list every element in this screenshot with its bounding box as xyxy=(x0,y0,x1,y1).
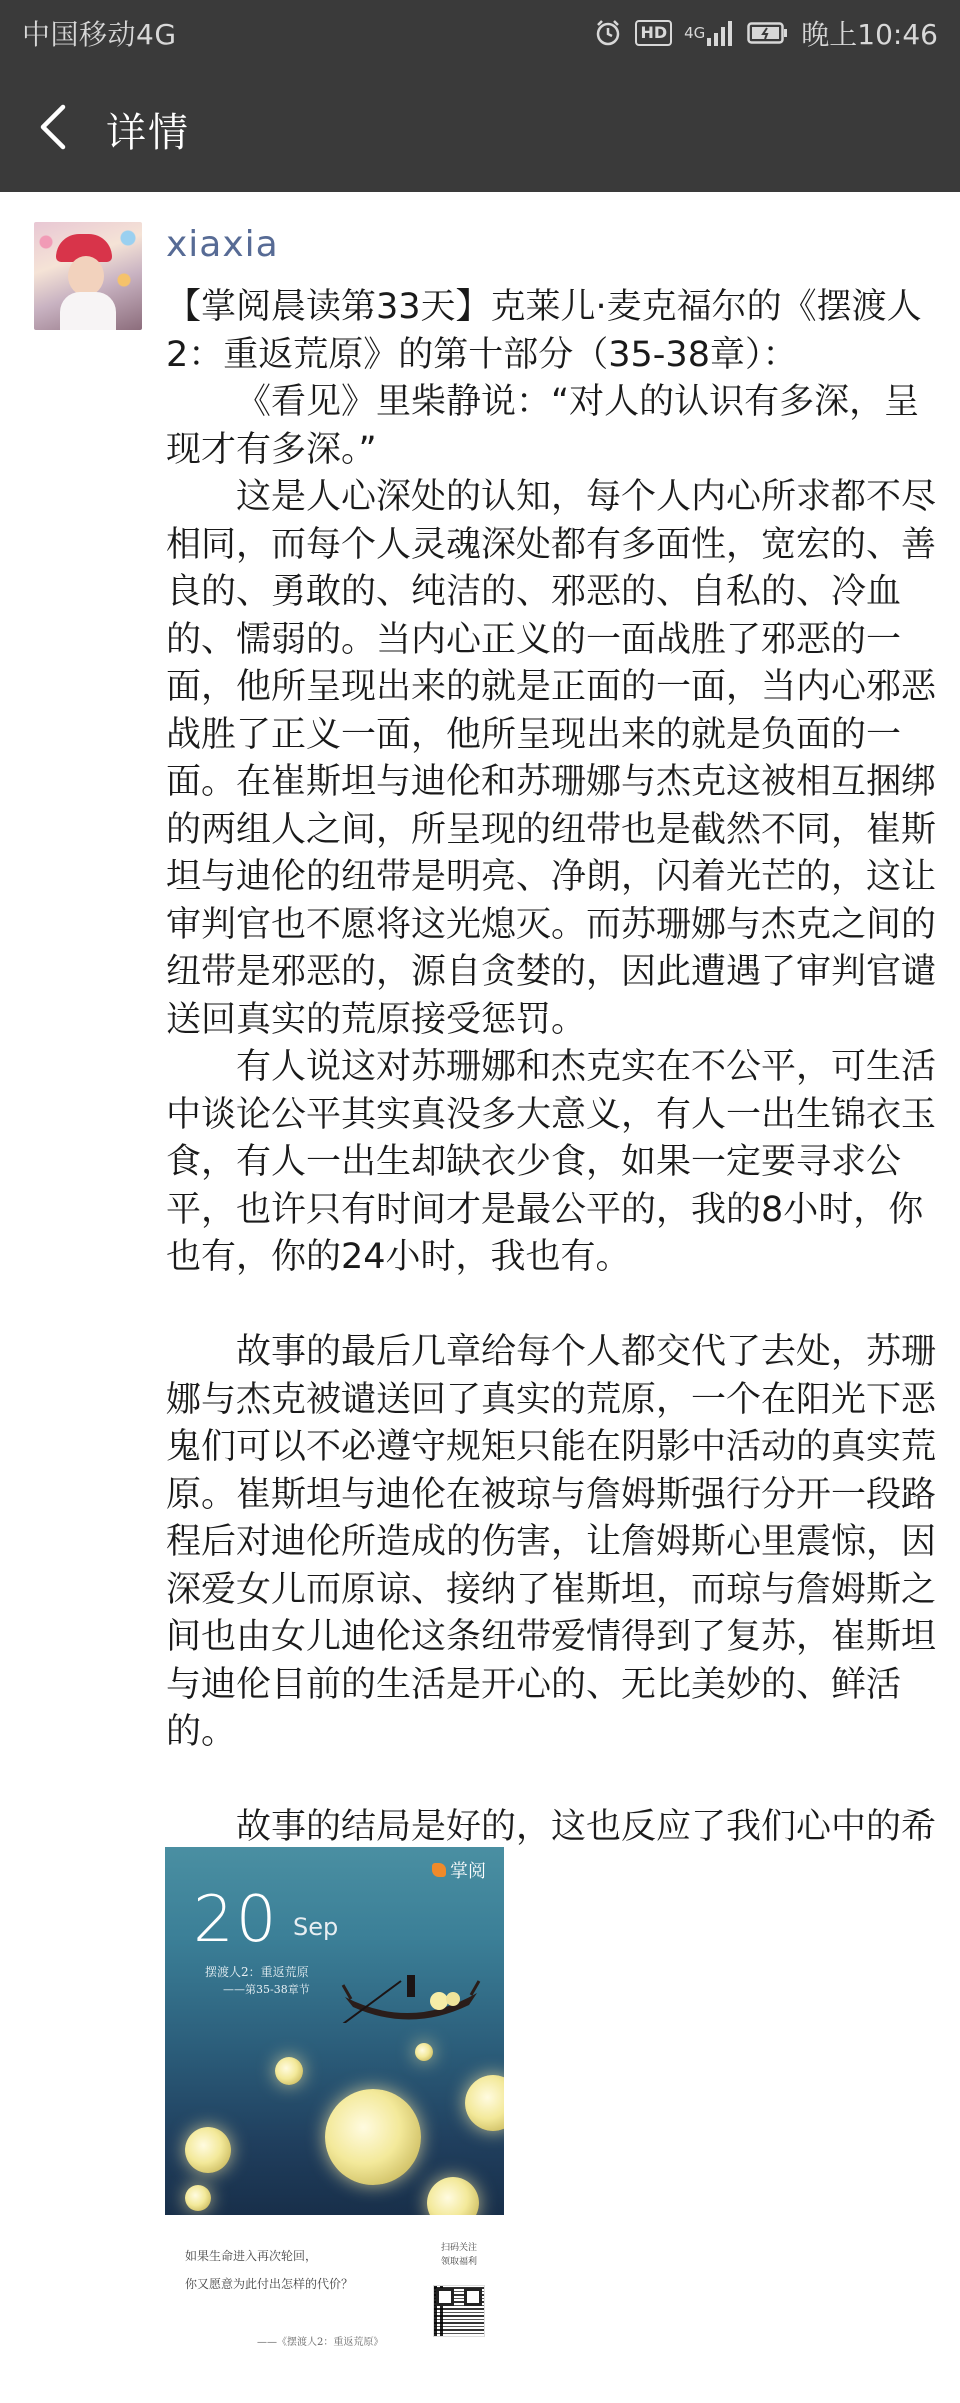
blank-line xyxy=(166,1757,936,1805)
scan-caption-line: 扫码关注 xyxy=(440,2243,477,2253)
carrier-label: 中国移动4G xyxy=(22,18,177,51)
network-type-label: 4G xyxy=(684,24,706,42)
post-paragraph: 这是人心深处的认知，每个人内心所求都不尽相同，而每个人灵魂深处都有多面性，宽宏的、善良的、勇敢的、纯洁的、邪恶的、自私的、冷血的、懦弱的。当内心正义的一面战胜了邪恶的一面，他所呈现出来的就是正面的一面，当内心邪恶战胜了正义一面，他所呈现出来的就是负面的一面。在崔斯坦与迪伦和苏珊娜与杰克这被相互捆绑的两组人之间，所呈现的纽带也是截然不同，崔斯坦与迪伦的纽带是明亮、净朗，闪着光芒的，这让审判官也不愿将这光熄灭。而苏珊娜与杰克之间的纽带是邪恶的，源自贪婪的，因此遭遇了审判官谴送回真实的荒原接受惩罚。 xyxy=(166,477,937,1040)
poster-month: Sep xyxy=(293,1913,339,1941)
poster-illustration xyxy=(165,1847,504,2215)
moon-icon xyxy=(275,2057,303,2085)
moon-icon xyxy=(185,2127,231,2173)
status-icons xyxy=(593,13,938,53)
status-time: 晚上10:46 xyxy=(801,18,938,51)
poster-quote-line: 你又愿意为此付出怎样的代价？ xyxy=(185,2277,354,2291)
logo-mark-icon xyxy=(432,1863,446,1877)
zhangyue-logo xyxy=(432,1857,486,1883)
boat-icon xyxy=(341,1975,481,2023)
scan-caption-line: 领取福利 xyxy=(440,2257,477,2267)
post-paragraph: 有人说这对苏珊娜和杰克实在不公平，可生活中谈论公平其实真没多大意义，有人一出生锦衣玉食，有人一出生却缺衣少食，如果一定要寻求公平，也许只有时间才是最公平的，我的8小时，你也有，你的24小时，我也有。 xyxy=(166,1047,937,1277)
moon-icon xyxy=(185,2185,211,2211)
moment-post xyxy=(0,192,960,2403)
back-button[interactable] xyxy=(0,66,106,192)
post-paragraph: 【掌阅晨读第33天】克莱儿·麦克福尔的《摆渡人2：重返荒原》的第十部分（35-38章）： xyxy=(166,287,922,375)
nav-bar xyxy=(0,66,960,192)
poster-day: 20 xyxy=(193,1883,279,1957)
moon-icon xyxy=(415,2043,433,2061)
poster-quote-line: 如果生命进入再次轮回， xyxy=(185,2249,318,2263)
post-image[interactable] xyxy=(165,1847,504,2403)
moon-icon xyxy=(465,2075,504,2131)
post-paragraph: 故事的结局是好的，这也反应了我们心中的希 xyxy=(236,1807,937,1847)
alarm-icon xyxy=(593,18,623,48)
moon-icon xyxy=(325,2089,421,2185)
back-arrow-icon xyxy=(37,103,69,155)
qr-code-icon xyxy=(433,2285,485,2337)
logo-text: 掌阅 xyxy=(450,1861,486,1882)
status-bar xyxy=(0,0,960,66)
moon-icon xyxy=(427,2177,479,2215)
page-title: 详情 xyxy=(106,109,190,156)
post-paragraph: 《看见》里柴静说：“对人的认识有多深，呈现才有多深。” xyxy=(166,382,920,470)
avatar[interactable] xyxy=(34,222,142,330)
blank-line xyxy=(166,1282,936,1330)
battery-icon xyxy=(747,20,789,46)
poster-footer xyxy=(165,2215,504,2403)
post-paragraph: 故事的最后几章给每个人都交代了去处，苏珊娜与杰克被谴送回了真实的荒原，一个在阳光下恶鬼们可以不必遵守规矩只能在阴影中活动的真实荒原。崔斯坦与迪伦在被琼与詹姆斯强行分开一段路程后对迪伦所造成的伤害，让詹姆斯心里震惊，因深爱女儿而原谅、接纳了崔斯坦，而琼与詹姆斯之间也由女儿迪伦这条纽带爱情得到了复苏，崔斯坦与迪伦目前的生活是开心的、无比美妙的、鲜活的。 xyxy=(166,1332,937,1752)
post-text xyxy=(166,284,936,1899)
username-link[interactable]: xiaxia xyxy=(166,224,279,265)
poster-chapter: ——第35-38章节 xyxy=(223,1983,310,1996)
scan-caption xyxy=(433,2241,485,2269)
hd-icon: HD xyxy=(635,20,672,46)
poster-subtitle: 摆渡人2：重返荒原 xyxy=(205,1965,309,1979)
signal-icon xyxy=(684,18,735,48)
poster-quote-source: ——《摆渡人2：重返荒原》 xyxy=(257,2337,384,2348)
